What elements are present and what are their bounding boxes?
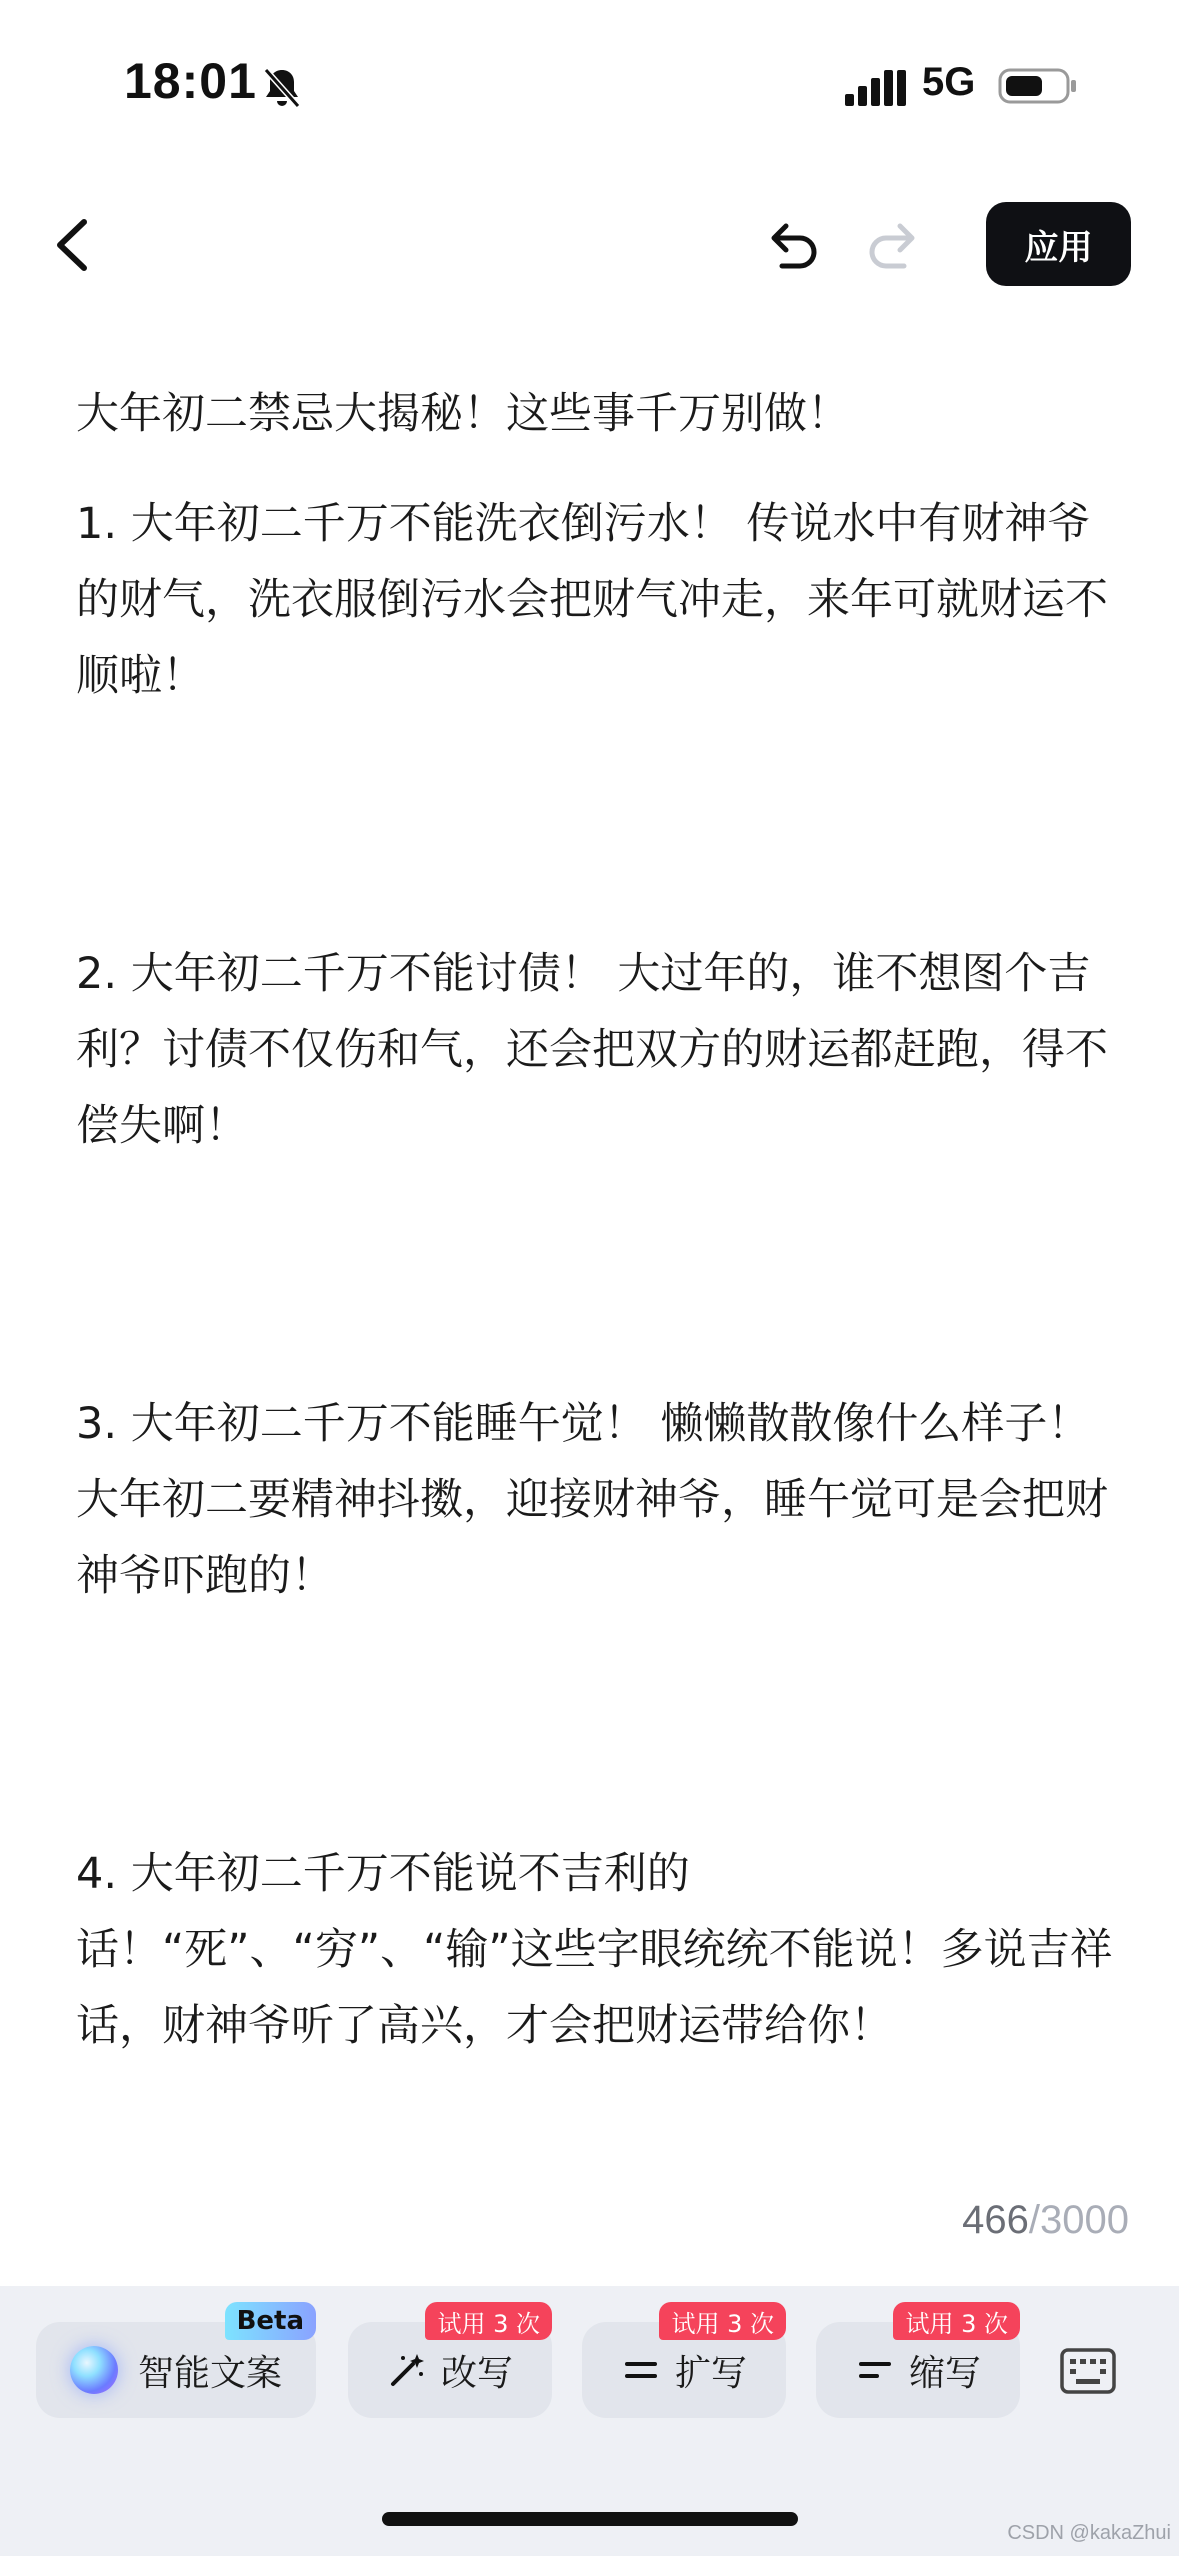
text-editor[interactable] [76,376,1116,2126]
expand-button[interactable] [582,2309,786,2418]
char-counter [962,2198,1129,2243]
char-max: 3000 [1040,2198,1129,2242]
expand-label: 扩写 [674,2352,747,2394]
shorten-button[interactable] [816,2309,1020,2418]
status-bar [0,0,1179,170]
top-nav [0,190,1179,300]
paragraph-3: 3. 大年初二千万不能睡午觉！ 懒懒散散像什么样子！大年初二要精神抖擞，迎接财神爷，睡午觉可是会把财神爷吓跑的！ [76,1399,1108,1601]
paragraph-4: 4. 大年初二千万不能说不吉利的话！“死”、“穷”、“输”这些字眼统统不能说！多说吉祥话，财神爷听了高兴，才会把财运带给你！ [76,1849,1113,2051]
apply-button[interactable]: 应用 [986,202,1131,286]
home-indicator [382,2512,798,2526]
trial-badge: 试用 3 次 [893,2302,1020,2340]
rewrite-label: 改写 [440,2352,513,2394]
orb-icon [70,2346,118,2394]
signal-icon [845,68,907,108]
keyboard-icon[interactable] [1060,2348,1116,2394]
expand-icon [621,2350,661,2390]
paragraph-2: 2. 大年初二千万不能讨债！ 大过年的，谁不想图个吉利？讨债不仅伤和气，还会把双方的财运都赶跑，得不偿失啊！ [76,949,1108,1151]
undo-icon[interactable] [758,212,824,278]
back-icon[interactable] [44,210,104,280]
paragraph-1: 1. 大年初二千万不能洗衣倒污水！ 传说水中有财神爷的财气，洗衣服倒污水会把财气冲走，来年可就财运不顺啦！ [76,499,1108,701]
bell-slash-icon [258,64,306,112]
shorten-label: 缩写 [908,2352,981,2394]
char-count: 466 [962,2198,1029,2242]
beta-badge: Beta [225,2302,316,2340]
status-time: 18:01 [124,53,257,109]
shorten-icon [855,2350,895,2390]
rewrite-button[interactable] [348,2309,552,2418]
trial-badge: 试用 3 次 [659,2302,786,2340]
trial-badge: 试用 3 次 [425,2302,552,2340]
network-type: 5G [922,60,976,104]
char-slash: / [1028,2198,1041,2242]
smart-copy-button[interactable] [36,2306,316,2418]
smart-copy-label: 智能文案 [137,2352,282,2394]
magic-wand-icon [387,2350,427,2390]
redo-icon[interactable] [862,212,928,278]
battery-icon [998,66,1078,106]
watermark: CSDN @kakaZhui [1007,2522,1171,2544]
article-title: 大年初二禁忌大揭秘！这些事千万别做！ [76,389,850,439]
